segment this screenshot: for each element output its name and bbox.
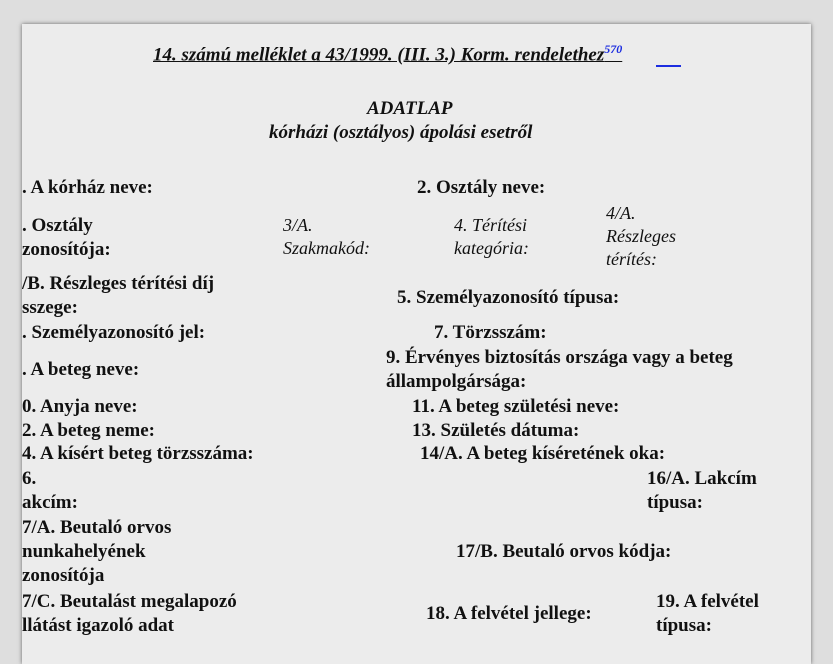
field-hospital-name: . A kórház neve: <box>22 177 153 198</box>
field-address-2: akcím: <box>22 492 78 513</box>
field-payment-category-1: 4. Térítési <box>454 215 528 235</box>
field-referrer-workplace-2: nunkahelyének <box>22 541 146 562</box>
form-title: ADATLAP <box>367 98 453 119</box>
field-partial-payment-1: 4/A. <box>606 203 636 223</box>
field-personal-id: . Személyazonosító jel: <box>22 322 206 343</box>
field-referral-basis-2: llátást igazoló adat <box>22 615 174 636</box>
field-admission-nature: 18. A felvétel jellege: <box>426 603 592 624</box>
field-patient-name: . A beteg neve: <box>22 359 140 380</box>
field-insurance-country-2: állampolgársága: <box>386 371 527 392</box>
document-page <box>22 24 811 664</box>
field-partial-fee-2: sszege: <box>22 297 78 318</box>
field-specialty-code-1: 3/A. <box>283 215 313 235</box>
field-partial-payment-2: Részleges <box>606 226 676 246</box>
field-referral-basis-1: 7/C. Beutalást megalapozó <box>22 591 237 612</box>
field-payment-category-2: kategória: <box>454 238 529 258</box>
field-birth-name: 11. A beteg születési neve: <box>412 396 620 417</box>
field-registry-number: 7. Törzsszám: <box>434 322 547 343</box>
annex-title-text: 14. számú melléklet a 43/1999. (III. 3.) Korm. rendelethez <box>153 44 605 66</box>
field-specialty-code-2: Szakmakód: <box>283 238 370 258</box>
field-department-id-1: . Osztály <box>22 215 93 236</box>
field-insurance-country-1: 9. Érvényes biztosítás országa vagy a beteg <box>386 347 733 368</box>
field-referrer-workplace-1: 7/A. Beutaló orvos <box>22 517 172 538</box>
field-address-type-2: típusa: <box>647 492 703 513</box>
field-patient-sex: 2. A beteg neme: <box>22 420 155 441</box>
field-accompaniment-reason: 14/A. A beteg kíséretének oka: <box>420 443 666 464</box>
field-date-of-birth: 13. Születés dátuma: <box>412 420 580 441</box>
footnote-underline <box>656 65 681 67</box>
field-accompanied-registry: 4. A kísért beteg törzsszáma: <box>22 443 254 464</box>
field-address-1: 6. <box>22 468 37 489</box>
field-admission-type-1: 19. A felvétel <box>656 591 759 612</box>
field-id-type: 5. Személyazonosító típusa: <box>397 287 620 308</box>
field-partial-payment-3: térítés: <box>606 249 657 269</box>
field-referrer-workplace-3: zonosítója <box>22 565 105 586</box>
field-admission-type-2: típusa: <box>656 615 712 636</box>
form-subtitle: kórházi (osztályos) ápolási esetről <box>269 122 533 143</box>
annex-title <box>153 42 622 66</box>
field-address-type-1: 16/A. Lakcím <box>647 468 757 489</box>
field-department-name: 2. Osztály neve: <box>417 177 546 198</box>
field-department-id-2: zonosítója: <box>22 239 111 260</box>
footnote-link[interactable]: 570 <box>604 42 623 56</box>
field-partial-fee-1: /B. Részleges térítési díj <box>22 273 215 294</box>
field-referrer-code: 17/B. Beutaló orvos kódja: <box>456 541 672 562</box>
field-mother-name: 0. Anyja neve: <box>22 396 138 417</box>
